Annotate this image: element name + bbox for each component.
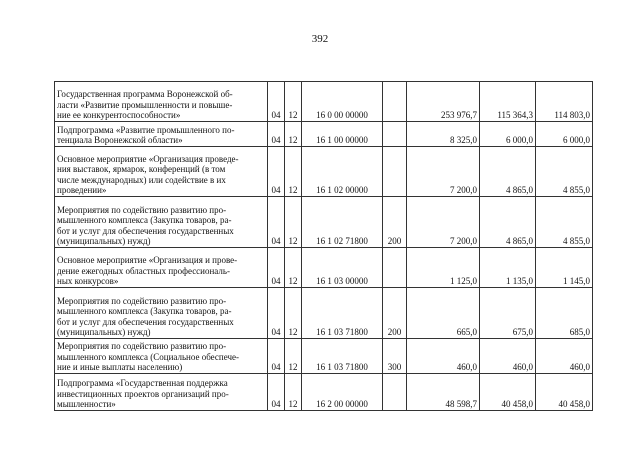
row-name-cell [55,147,268,197]
row-name-line: Подпрограмма «Государственная поддержка [57,378,228,389]
amount-year3-cell: 114 803,0 [536,82,593,122]
table-row [55,248,593,288]
amount-year3-cell: 4 855,0 [536,147,593,197]
row-name-line: мышленности» [57,399,116,410]
expense-type-cell: 200 [383,288,407,339]
amount-year2-cell: 6 000,0 [480,122,536,147]
amount-year2-cell: 1 135,0 [480,248,536,288]
subsection-code-cell: 12 [285,374,302,411]
table-row [55,122,593,147]
row-name-line: мышленного комплекса (Закупка товаров, ра- [57,215,232,226]
row-name-line: ние и иные выплаты населению) [57,362,183,373]
expense-type-cell [383,248,407,288]
subsection-code-cell: 12 [285,122,302,147]
section-code-cell: 04 [268,339,285,374]
row-name-line: мышленного комплекса (Социальное обеспече- [57,351,239,362]
target-article-cell: 16 1 02 71800 [302,197,383,248]
row-name-line: числе международных) или содействие в их [57,174,226,185]
row-name-line: бот и услуг для обеспечения государственных [57,316,234,327]
row-name-line: Мероприятия по содействию развитию про- [57,341,227,352]
subsection-code-cell: 12 [285,147,302,197]
section-code-cell: 04 [268,147,285,197]
amount-year2-cell: 460,0 [480,339,536,374]
subsection-code-cell: 12 [285,288,302,339]
amount-year2-cell: 675,0 [480,288,536,339]
target-article-cell: 16 1 00 00000 [302,122,383,147]
amount-year1-cell: 7 200,0 [407,147,480,197]
expense-type-cell: 300 [383,339,407,374]
budget-table-body [55,82,593,411]
row-name-line: мышленного комплекса (Закупка товаров, ра- [57,306,232,317]
expense-type-cell [383,82,407,122]
row-name-line: ласти «Развитие промышленности и повыше- [57,99,233,110]
row-name-cell [55,82,268,122]
amount-year1-cell: 48 598,7 [407,374,480,411]
amount-year3-cell: 1 145,0 [536,248,593,288]
amount-year2-cell: 4 865,0 [480,197,536,248]
section-code-cell: 04 [268,197,285,248]
row-name-line: (муниципальных) нужд) [57,236,151,247]
row-name-line: Государственная программа Воронежской об- [57,89,233,100]
subsection-code-cell: 12 [285,197,302,248]
amount-year3-cell: 40 458,0 [536,374,593,411]
expense-type-cell: 200 [383,197,407,248]
section-code-cell: 04 [268,288,285,339]
expense-type-cell [383,374,407,411]
row-name-cell [55,197,268,248]
target-article-cell: 16 1 03 00000 [302,248,383,288]
table-row [55,147,593,197]
row-name-line: Основное мероприятие «Организация и прове- [57,255,238,266]
amount-year2-cell: 40 458,0 [480,374,536,411]
subsection-code-cell: 12 [285,339,302,374]
amount-year3-cell: 460,0 [536,339,593,374]
subsection-code-cell: 12 [285,248,302,288]
row-name-cell [55,122,268,147]
amount-year1-cell: 460,0 [407,339,480,374]
amount-year3-cell: 685,0 [536,288,593,339]
row-name-line: тенциала Воронежской области» [57,135,183,146]
row-name-cell [55,339,268,374]
row-name-line: ния выставок, ярмарок, конференций (в том [57,164,226,175]
section-code-cell: 04 [268,82,285,122]
page-number: 392 [311,33,329,45]
row-name-cell [55,374,268,411]
row-name-line: Основное мероприятие «Организация проведе- [57,153,239,164]
row-name-line: Подпрограмма «Развитие промышленного по- [57,124,235,135]
row-name-line: ние ее конкурентоспособности» [57,110,181,121]
target-article-cell: 16 1 03 71800 [302,288,383,339]
expense-type-cell [383,122,407,147]
section-code-cell: 04 [268,122,285,147]
row-name-line: Мероприятия по содействию развитию про- [57,295,227,306]
target-article-cell: 16 1 03 71800 [302,339,383,374]
target-article-cell: 16 0 00 00000 [302,82,383,122]
row-name-cell [55,248,268,288]
row-name-line: бот и услуг для обеспечения государственных [57,225,234,236]
amount-year3-cell: 4 855,0 [536,197,593,248]
table-row [55,82,593,122]
target-article-cell: 16 2 00 00000 [302,374,383,411]
table-row [55,374,593,411]
row-name-line: дение ежегодных областных профессиональ- [57,265,230,276]
subsection-code-cell: 12 [285,82,302,122]
row-name-line: проведении» [57,185,107,196]
section-code-cell: 04 [268,374,285,411]
amount-year2-cell: 115 364,3 [480,82,536,122]
budget-table [54,81,593,411]
amount-year3-cell: 6 000,0 [536,122,593,147]
table-row [55,288,593,339]
amount-year1-cell: 1 125,0 [407,248,480,288]
row-name-line: Мероприятия по содействию развитию про- [57,204,227,215]
expense-type-cell [383,147,407,197]
amount-year1-cell: 8 325,0 [407,122,480,147]
section-code-cell: 04 [268,248,285,288]
amount-year1-cell: 253 976,7 [407,82,480,122]
row-name-line: инвестиционных проектов организаций про- [57,388,229,399]
target-article-cell: 16 1 02 00000 [302,147,383,197]
table-row [55,339,593,374]
amount-year1-cell: 7 200,0 [407,197,480,248]
row-name-line: (муниципальных) нужд) [57,327,151,338]
amount-year2-cell: 4 865,0 [480,147,536,197]
table-row [55,197,593,248]
row-name-line: ных конкурсов» [57,276,119,287]
row-name-cell [55,288,268,339]
amount-year1-cell: 665,0 [407,288,480,339]
